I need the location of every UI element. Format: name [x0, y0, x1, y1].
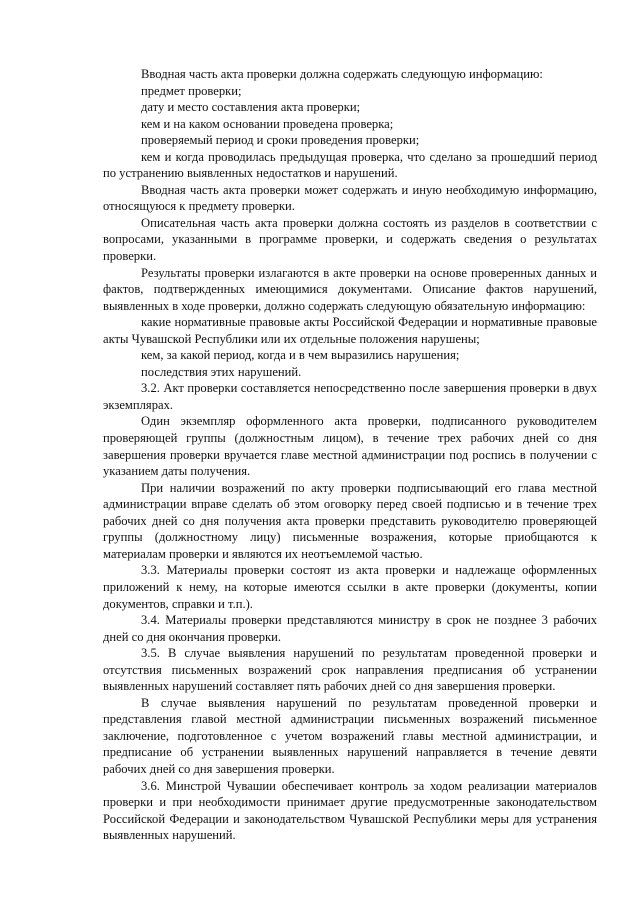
paragraph-results: Результаты проверки излагаются в акте проверки на основе проверенных данных и фактов, подтвержденных имеющимися документами. Описание фактов нарушений, выявленных в ходе проверки, должно содержать следующую обязательную информацию:: [103, 265, 597, 313]
paragraph-intro-other-info: Вводная часть акта проверки может содержать и иную необходимую информацию, относящуюся к предмету проверки.: [103, 182, 597, 214]
paragraph-copy-delivery: Один экземпляр оформленного акта проверки, подписанного руководителем проверяющей группы (должностным лицом), в течение трех рабочих дней со дня завершения проверки вручается главе местной администрации под роспись в получении с указанием даты получения.: [103, 414, 597, 479]
list-item-period-terms: проверяемый период и сроки проведения проверки;: [141, 133, 420, 148]
list-item-legal-acts: какие нормативные правовые акты Российской Федерации и нормативные правовые акты Чувашской Республики или их отдельные положения нарушены;: [103, 315, 597, 346]
list-item-previous-check: кем и когда проводилась предыдущая проверка, что сделано за прошедший период по устранению выявленных недостатков и нарушений.: [103, 149, 597, 181]
document-body: [103, 66, 597, 844]
paragraph-intro-requirements: Вводная часть акта проверки должна содержать следующую информацию:: [141, 67, 543, 81]
paragraph-objections: При наличии возражений по акту проверки подписывающий его глава местной администрации вправе сделать об этом оговорку перед своей подписью и в течение трех рабочих дней со дня получения акта проверки представить руководителю проверяющей группы (должностному лицу) письменные возражения, которые приобщаются к материалам проверки и являются их неотъемлемой частью.: [103, 480, 597, 561]
section-3-4: 3.4. Материалы проверки представляются министру в срок не позднее 3 рабочих дней со дня окончания проверки.: [103, 613, 597, 644]
section-3-2: 3.2. Акт проверки составляется непосредственно после завершения проверки в двух экземплярах.: [103, 381, 597, 412]
paragraph-descriptive-part: Описательная часть акта проверки должна состоять из разделов в соответствии с вопросами, указанными в программе проверки, и содержать сведения о результатах проверки.: [103, 215, 597, 264]
list-item-subject: предмет проверки;: [141, 83, 242, 98]
list-item-consequences: последствия этих нарушений.: [141, 364, 302, 379]
paragraph-violations-with-objections: В случае выявления нарушений по результатам проведенной проверки и представления главой местной администрации письменных возражений письменное заключение, подготовленное с учетом возражений главы местной администрации, и предписание об устранении выявленных нарушений направляется в течение девяти рабочих дней со дня завершения проверки.: [103, 695, 597, 776]
list-item-date-place: дату и место составления акта проверки;: [141, 100, 361, 115]
section-3-5: 3.5. В случае выявления нарушений по результатам проведенной проверки и отсутствия письменных возражений срок направления предписания об устранении выявленных нарушений составляет пять рабочих дней со дня завершения проверки.: [103, 646, 597, 694]
list-item-who-when: кем, за какой период, когда и в чем выразились нарушения;: [141, 348, 460, 363]
section-3-6: 3.6. Минстрой Чувашии обеспечивает контроль за ходом реализации материалов проверки и при необходимости принимает другие предусмотренные законодательством Российской Федерации и законодательством Чувашской Республики меры для устранения выявленных нарушений.: [103, 778, 597, 843]
list-item-who-basis: кем и на каком основании проведена проверка;: [141, 116, 394, 131]
section-3-3: 3.3. Материалы проверки состоят из акта проверки и надлежаще оформленных приложений к нему, на которые имеются ссылки в акте проверки (документы, копии документов, справки и т.п.).: [103, 563, 597, 611]
